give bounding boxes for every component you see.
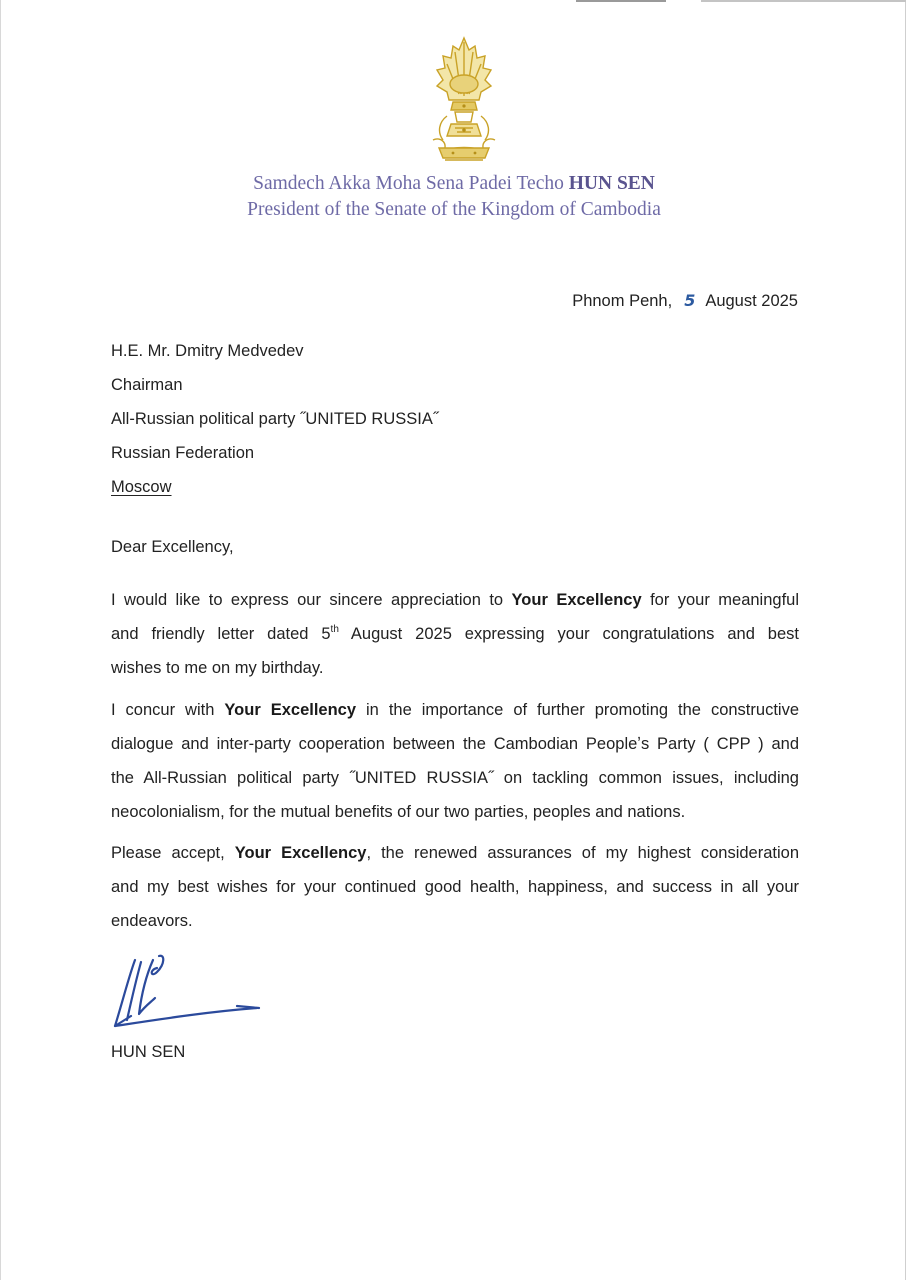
- signature-image: [105, 950, 270, 1038]
- paragraph-appreciation: I would like to express our sincere appreciation to Your Excellency for your meaningful and friendly letter dated 5th August 2025 expressing your congratulations and best wishes to me on my birthday.: [111, 591, 799, 677]
- signer-name: HUN SEN: [111, 1043, 186, 1061]
- scan-edge-mark: [701, 0, 906, 2]
- letter-date: Phnom Penh, 5 August 2025: [572, 291, 798, 310]
- royal-emblem-icon: [425, 36, 503, 164]
- addressee-title: Chairman: [111, 376, 183, 394]
- addressee-city: Moscow: [111, 478, 172, 496]
- paragraph-closing: Please accept, Your Excellency, the renewed assurances of my highest consideration and my best wishes for your continued good health, happiness, and success in all your endeavors.: [111, 844, 800, 930]
- letterhead-subtitle: President of the Senate of the Kingdom of Cambodia: [247, 199, 661, 220]
- paragraph-cooperation: I concur with Your Excellency in the importance of further promoting the constructive dialogue and inter-party cooperation between the Cambodian Peopleʼs Party ( CPP ) and the All-Russian political party ˝UNITED RUSSIA˝ on tackling common issues, including neocolonialism, for the mutual benefits of our two parties, peoples and nations.: [111, 701, 799, 821]
- addressee-name: H.E. Mr. Dmitry Medvedev: [111, 342, 304, 360]
- addressee-organization: All-Russian political party ˝UNITED RUSSIA˝: [111, 410, 439, 428]
- scan-edge-mark: [576, 0, 666, 2]
- salutation: Dear Excellency,: [111, 538, 234, 556]
- date-day-handwritten: 5: [684, 291, 696, 310]
- letterhead-title: Samdech Akka Moha Sena Padei Techo HUN SEN: [253, 173, 655, 194]
- addressee-country: Russian Federation: [111, 444, 255, 462]
